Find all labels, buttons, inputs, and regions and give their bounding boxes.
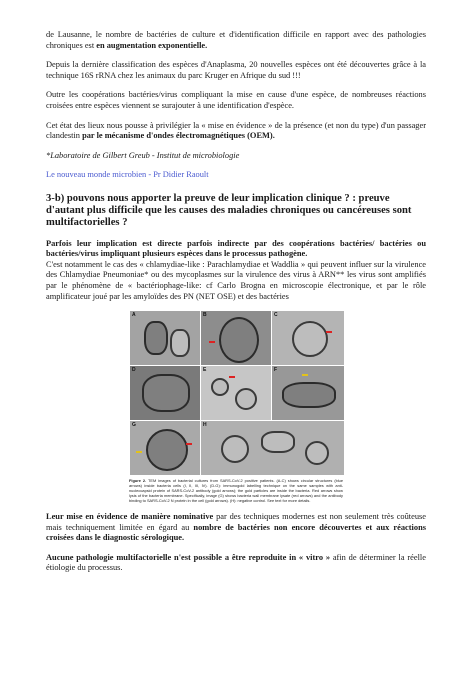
section-p-bold: Parfois leur implication est directe parfois indirecte par des coopérations bactéries/ bactéries ou bactéries/virus impliquant plusieurs espèces dans le processus pathogène. — [46, 238, 426, 259]
tem-panel-b — [200, 310, 272, 366]
tem-panel-a — [129, 310, 201, 366]
bacteria-cell — [211, 378, 229, 396]
closing-p1-bold-a: Leur mise en évidence de manière nominative — [46, 512, 214, 522]
closing-p1-text: par des techniques modernes est non seulement très coûteuse mais techniquement limitée en égard au — [46, 512, 427, 532]
panel-label-e: E — [203, 367, 207, 374]
panel-label-h: H — [203, 422, 207, 429]
panel-label-f: F — [274, 367, 278, 374]
figure-caption — [129, 478, 343, 503]
gold-arrow-icon — [302, 374, 308, 376]
closing-p2-bold: Aucune pathologie multifactorielle n'est possible a être reproduite in « vitro » — [46, 552, 331, 562]
intro-paragraph-2: Depuis la dernière classification des espèces d'Anaplasma, 20 nouvelles espèces ont été découvertes grâce à la technique 16S rRNA chez les animaux du parc Kruger en Afrique du sud !!! — [46, 60, 426, 80]
intro-paragraph-3: Outre les coopérations bactéries/virus compliquant la mise en cause d'une espèce, de nombreuses réactions croisées entre espèces viennent se surajouter à une identification d'espèce. — [46, 90, 426, 110]
bacteria-cell — [292, 321, 328, 357]
panel-label-b: B — [203, 312, 207, 319]
tem-panel-d — [129, 365, 201, 421]
gold-arrow-icon — [136, 451, 142, 453]
section-heading: 3-b) pouvons nous apporter la preuve de leur implication clinique ? : preuve d'autant plus difficile que les causes des maladies chroniques ou cancéreuses sont multifactorielles ? — [46, 192, 412, 229]
figure-caption-text: TEM images of bacterial cultures from SARS-CoV-2 positive patients. (A-C) shows circular structures (blue arrows) inside bacteria cells (I, II, III, IV). (D-G): immunogold labelling technique on the same samples with anti-nucleocapsid protein of SARS-CoV-2 antibody (gold arrows); the gold particles are inside the bacteria. Red arrows show lysis of the bacteria membrane. Specifically, image (G) shows bacteria wall membrane lysate (red arrows) and the antibody binding to SARS-CoV-2 N protein in the cell (gold arrows). (H): negative control. See text for more details. — [129, 478, 343, 504]
closing-p2-text: afin de déterminer la réelle étiologie du processus. — [46, 552, 426, 573]
bacteria-cell — [170, 329, 190, 357]
bacteria-cell — [219, 317, 259, 363]
intro-p1-bold: en augmentation exponentielle. — [96, 40, 208, 50]
section-p-text: C'est notamment le cas des « chlamydiae-like : Parachlamydiae et Waddlia » qui peuvent influer sur la virulence des Chlamydiae Pneumoniae* ou des mycoplasmes sur la virulence des virus à ARN** les virus sont amplifiés par le phénomène de « bactériophage-like: cf Carlo Brogna en microscopie électronique, et par le rôle amplificateur joué par les amyloïdes des PN (NET OSE) et des bactéries — [46, 259, 426, 301]
bacteria-cell — [261, 431, 295, 453]
microbial-world-link[interactable]: Le nouveau monde microbien - Pr Didier Raoult — [46, 170, 209, 180]
tem-image-grid — [129, 310, 343, 474]
closing-paragraph-1 — [46, 512, 426, 544]
bacteria-cell — [142, 374, 190, 412]
bacteria-cell — [144, 321, 168, 355]
red-arrow-icon — [209, 341, 215, 343]
intro-paragraph-1 — [46, 30, 426, 51]
bacteria-cell — [146, 429, 188, 471]
panel-label-d: D — [132, 367, 136, 374]
panel-label-a: A — [132, 312, 136, 319]
section-paragraph — [46, 239, 426, 303]
tem-panel-c — [271, 310, 345, 366]
bacteria-cell — [282, 382, 336, 408]
tem-panel-h — [200, 420, 345, 476]
closing-p1-bold-b: nombre de bactéries non encore découvertes et aux réactions croisées dans le diagnostic sérologique. — [46, 522, 426, 543]
bacteria-cell — [305, 441, 329, 465]
tem-panel-f — [271, 365, 345, 421]
tem-panel-g — [129, 420, 201, 476]
tem-figure — [129, 310, 343, 503]
intro-p4-bold: par le mécanisme d'ondes électromagnétiques (OEM). — [82, 131, 275, 141]
panel-label-c: C — [274, 312, 278, 319]
closing-paragraph-2 — [46, 553, 426, 574]
intro-paragraph-4 — [46, 121, 426, 142]
red-arrow-icon — [229, 376, 235, 378]
lab-credit: *Laboratoire de Gilbert Greub - Institut de microbiologie — [46, 150, 240, 160]
red-arrow-icon — [326, 331, 332, 333]
panel-label-g: G — [132, 422, 136, 429]
tem-panel-e — [200, 365, 272, 421]
figure-caption-label: Figure 2. — [129, 478, 147, 484]
intro-p1-text: de Lausanne, le nombre de bactéries de culture et d'identification difficile en rapport avec des pathologies chroniques est — [46, 30, 426, 50]
bacteria-cell — [221, 435, 249, 463]
bacteria-cell — [235, 388, 257, 410]
document-page — [46, 30, 426, 574]
intro-p4-text: Cet état des lieux nous pousse à privilégier la « mise en évidence » de la présence (et non du type) d'un passager clandestin — [46, 120, 426, 141]
red-arrow-icon — [186, 443, 192, 445]
